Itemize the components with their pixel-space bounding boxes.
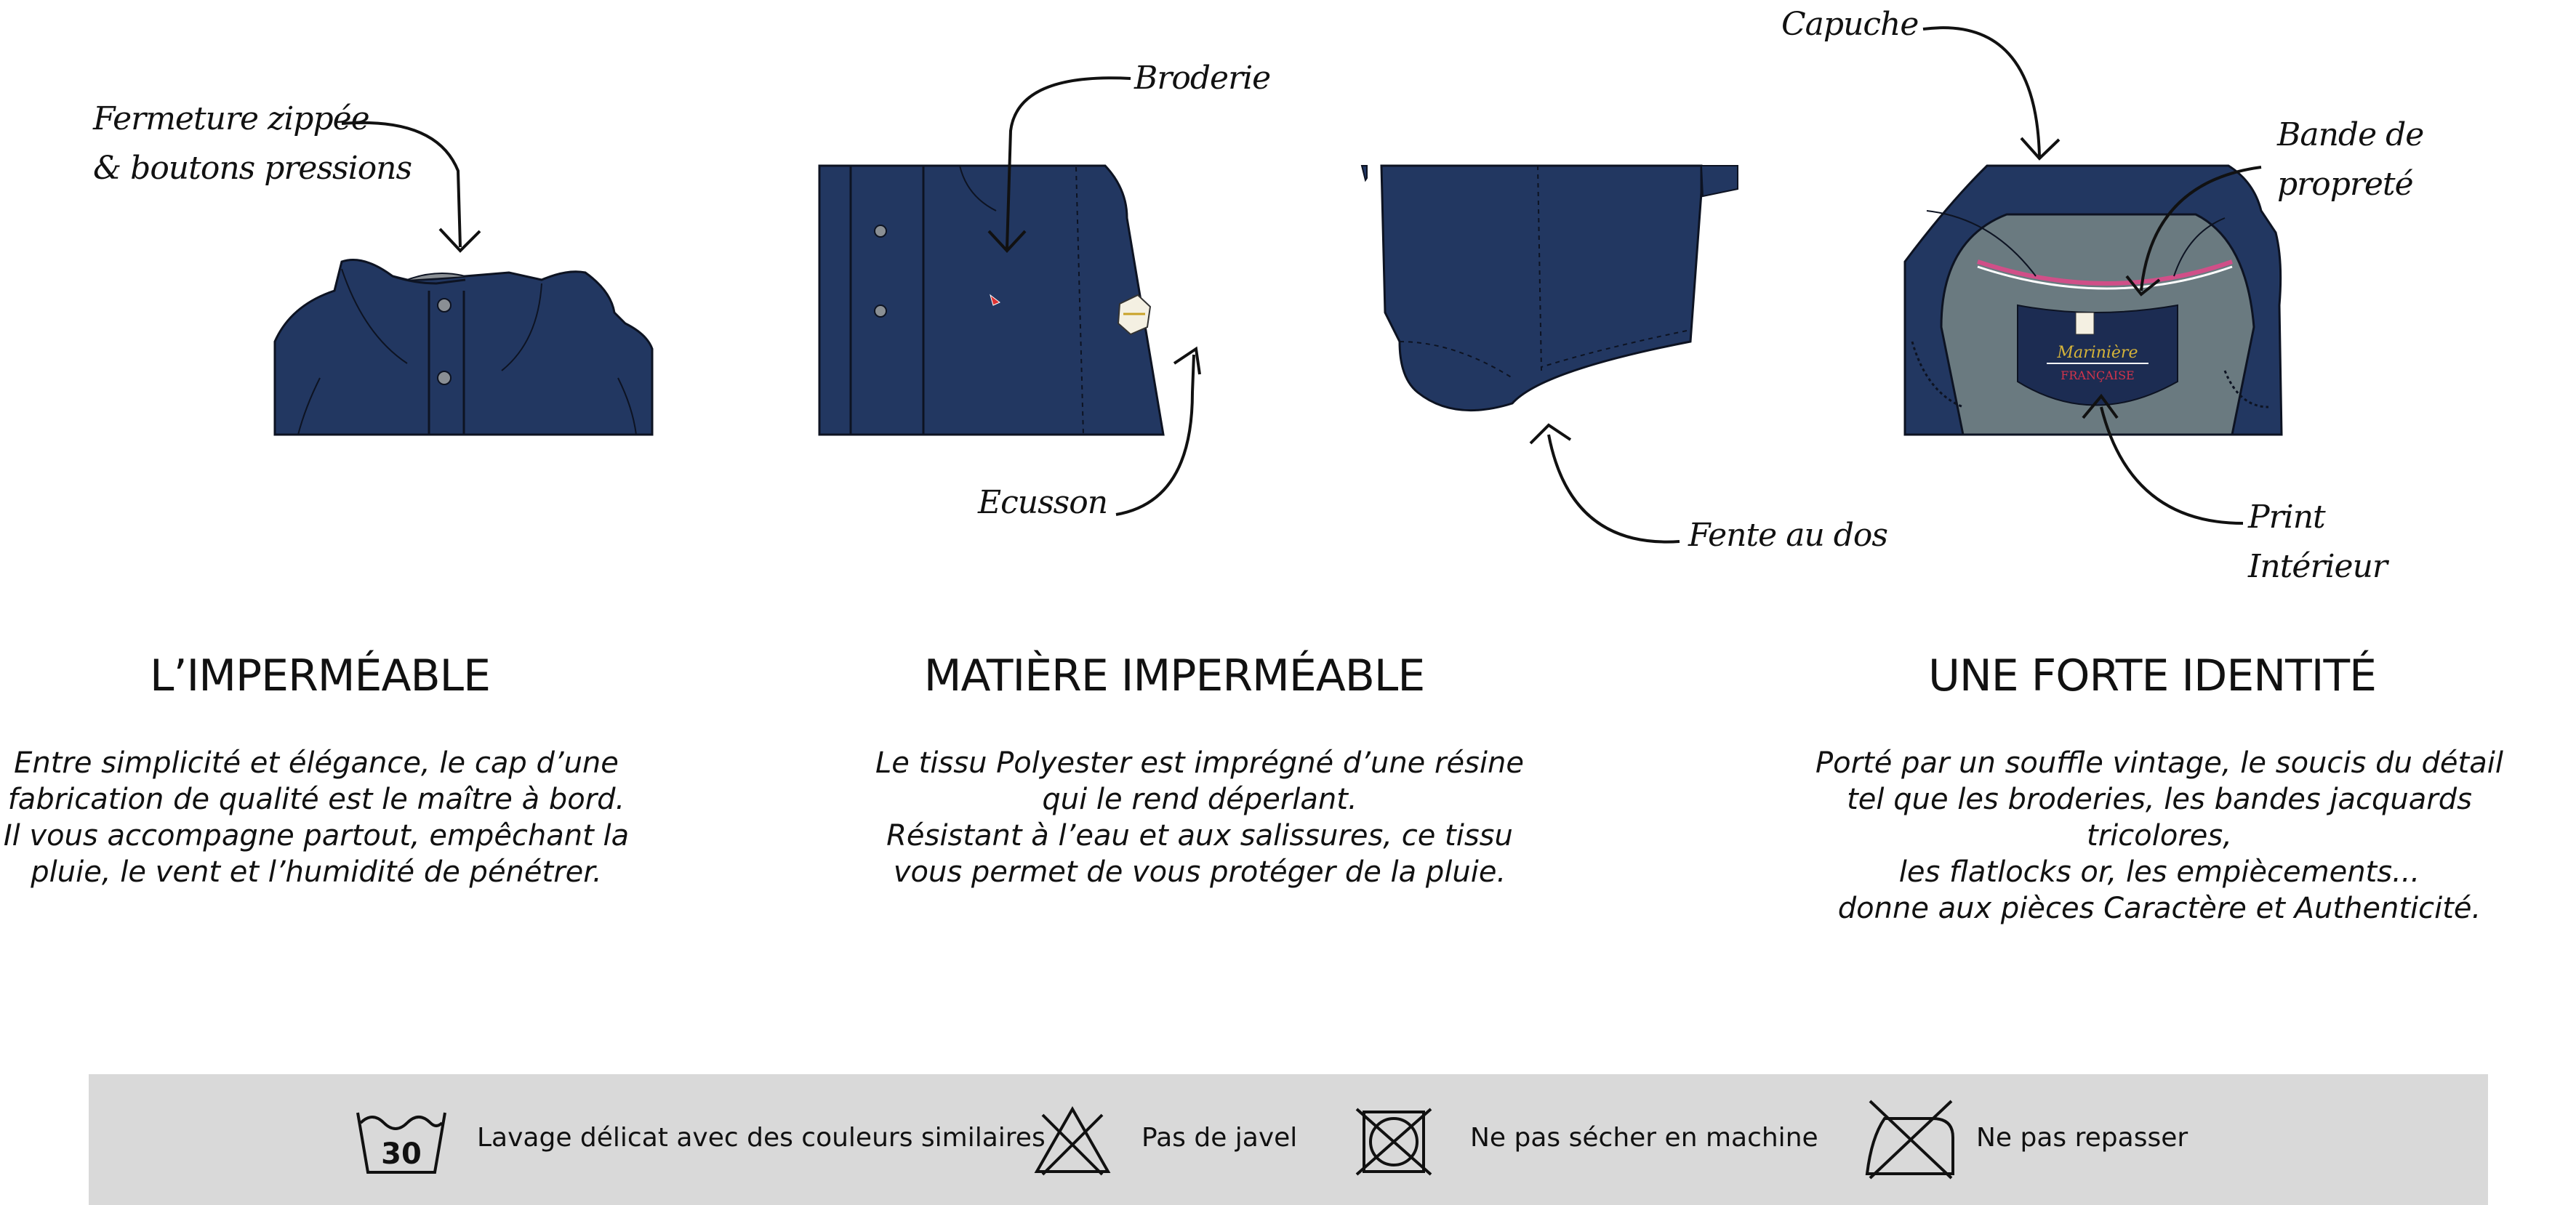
text-line: qui le rend déperlant. [1042, 783, 1357, 816]
hood-interior-illustration [1905, 28, 2282, 523]
label-zip [93, 94, 412, 193]
label-print [2248, 493, 2387, 592]
print-logo-sub: FRANÇAISE [2061, 368, 2135, 382]
back-hem-illustration [1362, 166, 1738, 542]
section-title-identite: UNE FORTE IDENTITÉ [1927, 650, 2377, 701]
label-ecusson: Ecusson [978, 484, 1108, 521]
text-line: vous permet de vous protéger de la pluie. [893, 855, 1506, 889]
care-text-iron: Ne pas repasser [1976, 1123, 2188, 1153]
label-capuche: Capuche [1781, 6, 1919, 43]
section-text-impermeable [0, 745, 633, 890]
label-fente: Fente au dos [1688, 517, 1887, 554]
text-line: Le tissu Polyester est imprégné d’une résine [875, 746, 1524, 780]
section-text-identite [1774, 745, 2545, 927]
label-bande-line2: propreté [2277, 166, 2413, 203]
care-text-wash: Lavage délicat avec des couleurs similaires [477, 1123, 1046, 1153]
wash-30-icon [355, 1108, 448, 1177]
text-line: Porté par un souffle vintage, le soucis du détail [1815, 746, 2503, 780]
shoulder-illustration [819, 78, 1200, 515]
no-iron-icon [1863, 1094, 1957, 1181]
wash-temp: 30 [381, 1137, 422, 1171]
label-zip-line2: & boutons pressions [93, 150, 412, 187]
print-logo-name: Marinière [2057, 344, 2138, 362]
label-bande [2277, 110, 2423, 209]
text-line: pluie, le vent et l’humidité de pénétrer. [31, 855, 602, 889]
text-line: donne aux pièces Caractère et Authenticité. [1837, 892, 2481, 925]
care-text-bleach: Pas de javel [1141, 1123, 1298, 1153]
label-broderie: Broderie [1134, 60, 1271, 97]
text-line: Entre simplicité et élégance, le cap d’une [14, 746, 619, 780]
text-line: tel que les broderies, les bandes jacquards tricolores, [1847, 783, 2472, 853]
label-bande-line1: Bande de [2277, 116, 2424, 153]
text-line: fabrication de qualité est le maître à bord. [7, 783, 625, 816]
section-text-matiere [858, 745, 1541, 890]
section-title-impermeable: L’IMPERMÉABLE [150, 650, 490, 701]
section-title-matiere: MATIÈRE IMPERMÉABLE [923, 650, 1425, 701]
text-line: Résistant à l’eau et aux salissures, ce tissu [886, 819, 1513, 853]
no-bleach-icon [1032, 1105, 1112, 1177]
text-line: les flatlocks or, les empiècements... [1898, 855, 2420, 889]
label-print-line2: Intérieur [2248, 548, 2387, 585]
label-print-line1: Print [2248, 499, 2325, 536]
text-line: Il vous accompagne partout, empêchant la [3, 819, 630, 853]
no-tumble-dry-icon [1354, 1105, 1434, 1177]
label-zip-line1: Fermeture zippée [93, 100, 369, 137]
care-text-dry: Ne pas sécher en machine [1470, 1123, 1818, 1153]
